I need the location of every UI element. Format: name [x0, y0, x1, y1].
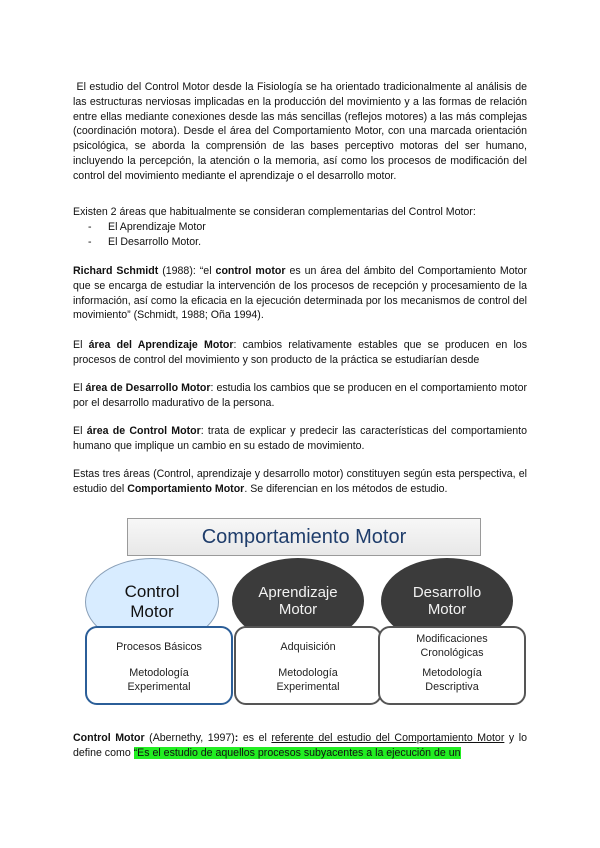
area-name-line: Aprendizaje	[258, 583, 338, 601]
text-span: es un área del ámbito del Comportamiento Motor que se encarga de estudiar la intervención de los procesos de recepción y procesamiento de la información, así como la eficacia en la ejecución determinada por los mecanismos de control del movimiento” (Schmidt, 1988; Oña 1994).	[73, 265, 527, 322]
area-name-line: Control	[124, 582, 180, 602]
comportamiento-motor-diagram	[80, 518, 526, 712]
process-line: Modificaciones	[416, 633, 488, 645]
highlighted-definition: “Es el estudio de aquellos procesos subyacentes a la ejecución de un	[133, 746, 461, 759]
method-line: Metodología	[278, 667, 338, 679]
text-span: y lo define como	[73, 732, 527, 759]
box-process-label: Procesos Básicos	[116, 641, 202, 653]
area-name-line: Motor	[278, 601, 318, 618]
box-method	[87, 666, 231, 694]
paragraph-desarrollo	[73, 381, 527, 411]
underlined-reference: referente del estudio del Comportamiento Motor	[271, 732, 505, 744]
method-line: Descriptiva	[425, 681, 479, 693]
box-process-label: Adquisición	[280, 641, 336, 653]
method-line: Metodología	[422, 667, 482, 679]
process-line: Cronológicas	[420, 647, 484, 659]
box-method	[236, 666, 380, 694]
text-span: :	[234, 732, 239, 744]
paragraph-aprendizaje	[73, 338, 527, 368]
list-item	[88, 220, 206, 235]
text-span: : trata de explicar y predecir las características del comportamiento humano que implique un cambio en su estado de movimiento.	[73, 425, 527, 452]
text-span: : cambios relativamente estables que se producen en los procesos de control del movimiento y son producto de la práctica se estudiarían desde	[73, 339, 527, 366]
text-span: (Abernethy, 1997)	[144, 732, 235, 744]
text-span: . Se diferencian en los métodos de estudio.	[244, 482, 448, 495]
list-item	[88, 235, 206, 250]
text-span: El	[73, 339, 89, 351]
text-span: : estudia los cambios que se producen en el comportamiento motor por el desarrollo madurativo de la persona.	[73, 382, 527, 409]
box-process-label	[380, 632, 524, 660]
term-comportamiento: Comportamiento Motor	[127, 482, 245, 495]
method-line: Experimental	[276, 681, 340, 693]
paragraph-intro-text: El estudio del Control Motor desde la Fisiología se ha orientado tradicionalmente al análisis de las estructuras nerviosas implicadas en la producción del movimiento y a las formas de relación entre ellas mediante conexiones desde las más sencillas (reflejos motores) a las más complejas (coordinación motora). Desde el área del Comportamiento Motor, con una marcada orientación psicológica, se aborda la comprensión de las bases perceptivo motoras del ser humano, incluyendo la percepción, la atención o la memoria, así como los procesos de modificación del control del movimiento mediante el aprendizaje o el desarrollo motor.	[73, 81, 527, 182]
method-line: Experimental	[127, 681, 191, 693]
method-line: Metodología	[129, 667, 189, 679]
text-span: es el	[238, 732, 272, 744]
paragraph-schmidt	[73, 264, 527, 323]
author-name: Richard Schmidt	[73, 265, 159, 277]
area-desarrollo-box	[378, 626, 526, 705]
paragraph-areas: Existen 2 áreas que habitualmente se consideran complementarias del Control Motor:	[73, 206, 476, 218]
term-control-motor: control motor	[215, 265, 286, 277]
area-control-box	[85, 626, 233, 705]
paragraph-tres-areas	[73, 467, 527, 497]
paragraph-abernethy	[73, 731, 527, 761]
area-name-line: Desarrollo	[412, 583, 482, 601]
list-item-text: El Desarrollo Motor.	[108, 235, 202, 248]
area-name-line: Motor	[427, 601, 467, 618]
term-control-motor-2: Control Motor	[73, 732, 145, 744]
term-aprendizaje: área del Aprendizaje Motor	[88, 339, 234, 351]
diagram-title: Comportamiento Motor	[127, 518, 481, 556]
term-control: área de Control Motor	[86, 425, 201, 437]
text-span: Estas tres áreas (Control, aprendizaje y desarrollo motor) constituyen según esta perspectiva, el estudio del	[73, 468, 527, 495]
box-method	[380, 666, 524, 694]
text-span: (1988): “el	[158, 265, 216, 277]
areas-list	[88, 220, 206, 250]
area-name-line: Motor	[130, 602, 174, 621]
bullet-dash: -	[88, 221, 92, 233]
paragraph-control	[73, 424, 527, 454]
list-item-text: El Aprendizaje Motor	[108, 221, 206, 233]
text-span: El	[73, 382, 86, 394]
term-desarrollo: área de Desarrollo Motor	[85, 382, 211, 394]
paragraph-intro	[73, 80, 527, 184]
area-aprendizaje-box	[234, 626, 382, 705]
text-span: El	[73, 425, 87, 437]
bullet-dash: -	[88, 235, 92, 248]
